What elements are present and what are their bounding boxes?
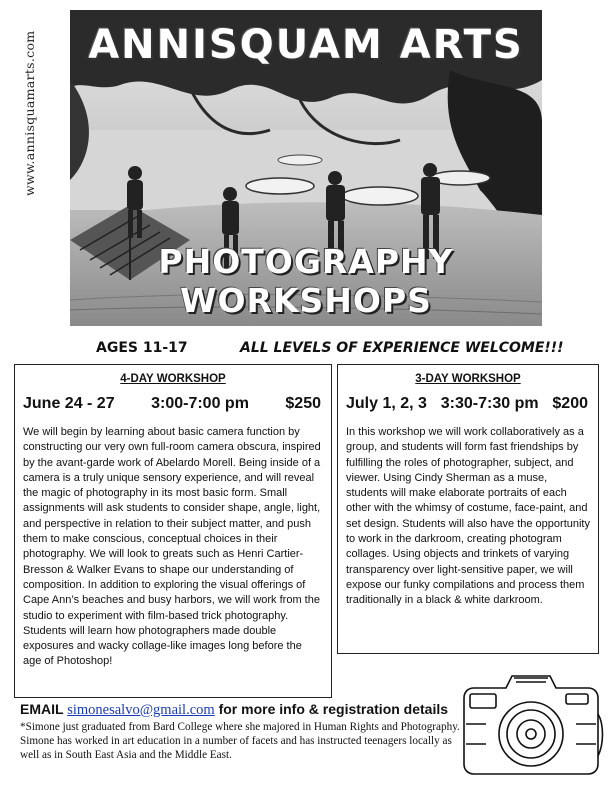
workshop-time: 3:00-7:00 pm (151, 395, 249, 412)
age-range: AGES 11-17 (96, 340, 188, 356)
workshop-schedule (23, 395, 321, 413)
email-link[interactable]: simonesalvo@gmail.com (67, 702, 215, 718)
workshop-heading: 3-DAY WORKSHOP (415, 373, 521, 385)
workshop-card-3day (337, 364, 599, 654)
instructor-bio: *Simone just graduated from Bard College where she majored in Human Rights and Photography. Simone has worked in art education in a number of facets and has instructed teenagers locally as well as in South East Asia and the Middle East. (20, 721, 460, 761)
website-url: www.annisquamarts.com (22, 30, 37, 196)
experience-note: ALL LEVELS OF EXPERIENCE WELCOME!!! (240, 340, 564, 356)
workshop-heading: 4-DAY WORKSHOP (120, 373, 226, 385)
workshop-price: $200 (552, 395, 588, 412)
workshop-dates: June 24 - 27 (23, 395, 115, 412)
contact-suffix: for more info & registration details (218, 701, 449, 717)
workshop-description: In this workshop we will work collaboratively as a group, and students will form fast friendships by fulfilling the roles of photographer, subject, and viewer. Using Cindy Sherman as a muse, students will make elaborate portraits of each other with the whimsy of costume, face-paint, and set design. Students will also have the opportunity to work in the darkroom, creating photogram collages. Using objects and trinkets of varying transparency over light-sensitive paper, we will expose our funky compilations and process them traditionally in a black & white darkroom. (346, 426, 590, 607)
workshop-time: 3:30-7:30 pm (440, 395, 539, 412)
contact-line (20, 701, 448, 719)
hero-photo (70, 10, 542, 326)
workshop-description: We will begin by learning about basic camera function by constructing our very own full-room camera obscura, inspired by the avant-garde work of Abelardo Morell. Being inside of a camera is a truly unique sensory experience, and will reveal the magic of photography in its most basic form. Small assignments will ask students to consider shape, angle, light, and perspective in relation to their subject matter, and push them to make conscious, conceptual choices in their photography. We will look to greats such as Henri Cartier-Bresson & Walker Evans to shape our understanding of composition. In addition to exploring the visual offerings of Cape Ann’s beaches and busy harbors, we will work from the studio to experiment with film-based trick photography. Students will learn how photographers made double exposures and wacky collage-like images long before the age of Photoshop! (23, 426, 321, 668)
page-title: ANNISQUAM ARTS (88, 22, 524, 68)
page-subtitle: PHOTOGRAPHY WORKSHOPS (158, 242, 454, 320)
email-label: EMAIL (20, 701, 64, 717)
camera-sketch-icon (456, 664, 606, 786)
workshop-card-4day (14, 364, 332, 698)
workshop-price: $250 (285, 395, 321, 412)
workshop-schedule (346, 395, 588, 413)
workshop-dates: July 1, 2, 3 (346, 395, 427, 412)
